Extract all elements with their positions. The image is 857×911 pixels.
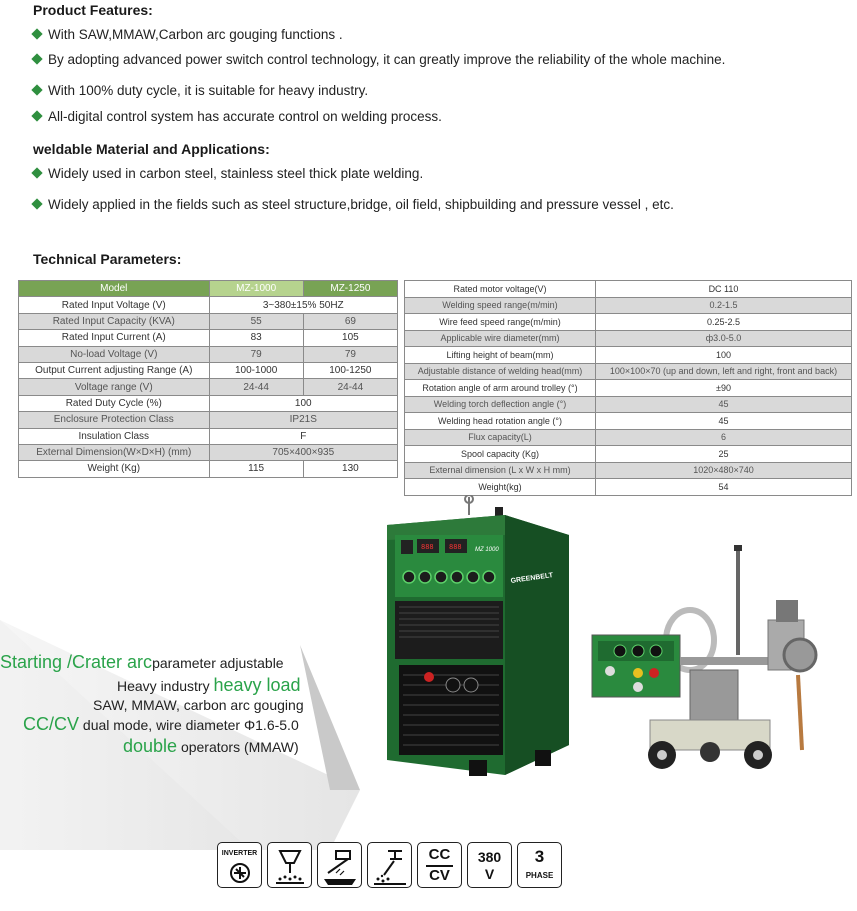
machine-model-text: MZ 1000 bbox=[475, 547, 499, 553]
table-row bbox=[405, 479, 852, 496]
param-name: Rated Input Capacity (KVA) bbox=[19, 313, 210, 329]
feature-item bbox=[33, 109, 442, 124]
svg-text:888: 888 bbox=[449, 543, 462, 551]
feature-item bbox=[33, 83, 368, 98]
slogan-text: operators (MMAW) bbox=[177, 739, 299, 755]
param-value: 54 bbox=[596, 479, 852, 496]
material-text: Widely applied in the fields such as steel structure,bridge, oil field, shipbuilding and pressure vessel , etc. bbox=[48, 197, 674, 212]
param-value: 100-1000 bbox=[209, 362, 303, 378]
table-row bbox=[19, 297, 398, 313]
table-row bbox=[19, 346, 398, 362]
table-row bbox=[405, 363, 852, 380]
table-row bbox=[19, 412, 398, 428]
slogan-line-1 bbox=[0, 652, 284, 673]
param-name: External Dimension(W×D×H) (mm) bbox=[19, 444, 210, 460]
param-value: 100 bbox=[596, 347, 852, 364]
diamond-bullet-icon bbox=[31, 167, 42, 178]
cc-label: CC bbox=[428, 846, 451, 863]
param-value: 83 bbox=[209, 330, 303, 346]
param-name: Enclosure Protection Class bbox=[19, 412, 210, 428]
slogan-text: dual mode, wire diameter Φ1.6-5.0 bbox=[79, 717, 299, 733]
gouging-icon bbox=[317, 842, 362, 888]
tech-params-heading: Technical Parameters: bbox=[33, 251, 182, 267]
diamond-bullet-icon bbox=[31, 84, 42, 95]
param-name: Output Current adjusting Range (A) bbox=[19, 362, 210, 378]
inverter-icon bbox=[217, 842, 262, 888]
param-name: External dimension (L x W x H mm) bbox=[405, 462, 596, 479]
slogan-line-4 bbox=[23, 714, 299, 735]
svg-text:888: 888 bbox=[421, 543, 434, 551]
diamond-bullet-icon bbox=[31, 53, 42, 64]
table-row bbox=[405, 297, 852, 314]
param-name: No-load Voltage (V) bbox=[19, 346, 210, 362]
param-value: 24-44 bbox=[209, 379, 303, 395]
diamond-bullet-icon bbox=[31, 28, 42, 39]
param-value: ф3.0-5.0 bbox=[596, 330, 852, 347]
table-row bbox=[405, 462, 852, 479]
slogan-line-3 bbox=[93, 697, 304, 713]
param-name: Spool capacity (Kg) bbox=[405, 446, 596, 463]
param-value: 45 bbox=[596, 413, 852, 430]
param-name: Welding torch deflection angle (°) bbox=[405, 396, 596, 413]
header-mz1250: MZ-1250 bbox=[303, 281, 397, 297]
table-row bbox=[405, 347, 852, 364]
tractor-params-table bbox=[404, 280, 852, 496]
phase-label: PHASE bbox=[525, 871, 554, 880]
table-row bbox=[405, 330, 852, 347]
param-value: 1020×480×740 bbox=[596, 462, 852, 479]
inverter-label: INVERTER bbox=[221, 850, 258, 857]
saw-torch-icon bbox=[267, 842, 312, 888]
param-value: 79 bbox=[303, 346, 397, 362]
table-row bbox=[19, 461, 398, 477]
slogan-accent: Starting /Crater arc bbox=[0, 652, 153, 672]
param-value: 6 bbox=[596, 429, 852, 446]
slogan-text: SAW, MMAW, carbon arc gouging bbox=[93, 697, 304, 713]
param-name: Rotation angle of arm around trolley (°) bbox=[405, 380, 596, 397]
param-value: ±90 bbox=[596, 380, 852, 397]
material-text: Widely used in carbon steel, stainless steel thick plate welding. bbox=[48, 166, 424, 181]
machine-brand-text: GREENBELT bbox=[510, 572, 554, 585]
param-name: Wire feed speed range(m/min) bbox=[405, 314, 596, 331]
diamond-bullet-icon bbox=[31, 198, 42, 209]
slogan-text: parameter adjustable bbox=[152, 655, 284, 671]
param-value: IP21S bbox=[209, 412, 397, 428]
power-source-params-table bbox=[18, 280, 398, 478]
param-name: Weight(kg) bbox=[405, 479, 596, 496]
param-name: Rated motor voltage(V) bbox=[405, 281, 596, 298]
param-value: 100-1250 bbox=[303, 362, 397, 378]
phase-count-label: 3 bbox=[534, 847, 545, 866]
table-row bbox=[405, 380, 852, 397]
param-value: 25 bbox=[596, 446, 852, 463]
table-row bbox=[405, 446, 852, 463]
param-name: Welding head rotation angle (°) bbox=[405, 413, 596, 430]
material-item bbox=[33, 197, 674, 212]
param-value: F bbox=[209, 428, 397, 444]
feature-text: All-digital control system has accurate control on welding process. bbox=[48, 109, 442, 124]
table-header-row bbox=[19, 281, 398, 297]
param-value: 3~380±15% 50HZ bbox=[209, 297, 397, 313]
param-value: 0.2-1.5 bbox=[596, 297, 852, 314]
table-row bbox=[405, 281, 852, 298]
table-row bbox=[19, 428, 398, 444]
welding-tractor-image bbox=[590, 545, 840, 775]
param-value: 105 bbox=[303, 330, 397, 346]
slogan-accent: CC/CV bbox=[23, 714, 80, 734]
slogan-line-2 bbox=[117, 675, 301, 696]
param-name: Voltage range (V) bbox=[19, 379, 210, 395]
param-name: Rated Input Voltage (V) bbox=[19, 297, 210, 313]
table-row bbox=[405, 314, 852, 331]
table-row bbox=[19, 362, 398, 378]
table-row bbox=[19, 444, 398, 460]
feature-text: With SAW,MMAW,Carbon arc gouging functions . bbox=[48, 27, 343, 42]
materials-heading: weldable Material and Applications: bbox=[33, 141, 270, 157]
material-item bbox=[33, 166, 423, 181]
param-name: Lifting height of beam(mm) bbox=[405, 347, 596, 364]
param-value: DC 110 bbox=[596, 281, 852, 298]
param-name: Rated Duty Cycle (%) bbox=[19, 395, 210, 411]
param-name: Flux capacity(L) bbox=[405, 429, 596, 446]
welding-machine-image bbox=[385, 495, 570, 785]
param-value: 100×100×70 (up and down, left and right, front and back) bbox=[596, 363, 852, 380]
cv-label: CV bbox=[429, 867, 450, 884]
param-name: Rated Input Current (A) bbox=[19, 330, 210, 346]
feature-text: By adopting advanced power switch control technology, it can greatly improve the reliability of the whole machine. bbox=[48, 52, 726, 67]
three-phase-icon bbox=[517, 842, 562, 888]
voltage-unit-label: V bbox=[484, 866, 495, 882]
param-value: 79 bbox=[209, 346, 303, 362]
slogan-line-5 bbox=[123, 736, 299, 757]
param-name: Applicable wire diameter(mm) bbox=[405, 330, 596, 347]
table-row bbox=[19, 395, 398, 411]
param-name: Adjustable distance of welding head(mm) bbox=[405, 363, 596, 380]
feature-text: With 100% duty cycle, it is suitable for heavy industry. bbox=[48, 83, 369, 98]
param-name: Welding speed range(m/min) bbox=[405, 297, 596, 314]
param-value: 0.25-2.5 bbox=[596, 314, 852, 331]
slogan-accent: heavy load bbox=[213, 675, 301, 695]
param-value: 55 bbox=[209, 313, 303, 329]
feature-item bbox=[33, 27, 343, 42]
table-row bbox=[405, 413, 852, 430]
voltage-label: 380 bbox=[477, 849, 502, 865]
mma-welding-icon bbox=[367, 842, 412, 888]
param-value: 69 bbox=[303, 313, 397, 329]
header-model: Model bbox=[19, 281, 210, 297]
feature-item bbox=[33, 52, 725, 67]
header-mz1000: MZ-1000 bbox=[209, 281, 303, 297]
param-value: 45 bbox=[596, 396, 852, 413]
slogan-text: Heavy industry bbox=[117, 678, 214, 694]
table-row bbox=[19, 379, 398, 395]
table-row bbox=[405, 396, 852, 413]
table-row bbox=[19, 313, 398, 329]
table-row bbox=[405, 429, 852, 446]
param-value: 705×400×935 bbox=[209, 444, 397, 460]
param-name: Weight (Kg) bbox=[19, 461, 210, 477]
table-row bbox=[19, 330, 398, 346]
product-features-heading: Product Features: bbox=[33, 2, 153, 18]
param-value: 24-44 bbox=[303, 379, 397, 395]
cc-cv-icon bbox=[417, 842, 462, 888]
voltage-380v-icon bbox=[467, 842, 512, 888]
diamond-bullet-icon bbox=[31, 110, 42, 121]
param-name: Insulation Class bbox=[19, 428, 210, 444]
slogan-accent: double bbox=[123, 736, 178, 756]
param-value: 115 bbox=[209, 461, 303, 477]
param-value: 130 bbox=[303, 461, 397, 477]
param-value: 100 bbox=[209, 395, 397, 411]
